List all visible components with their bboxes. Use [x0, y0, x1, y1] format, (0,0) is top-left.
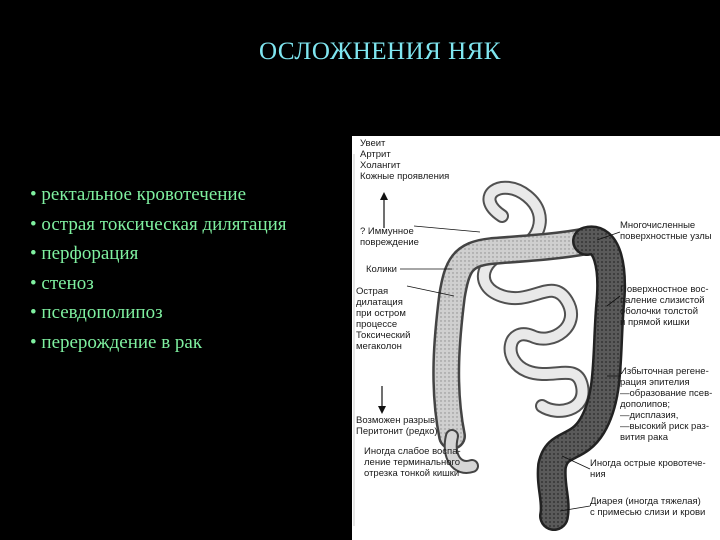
- slide-title: ОСЛОЖНЕНИЯ НЯК: [259, 38, 501, 65]
- label-immune: ? Иммунное повреждение: [360, 226, 419, 248]
- colon-illustration: [352, 136, 720, 540]
- label-regeneration: Избыточная регене- рация эпителия —образование псев- дополипов; —дисплазия, —высокий риск раз- вития рака: [620, 366, 713, 443]
- label-inflammation: Поверхностное вос- паление слизистой оболочки толстой и прямой кишки: [620, 284, 709, 328]
- list-item: • перерождение в рак: [30, 331, 203, 353]
- list-item: • стеноз: [30, 272, 94, 294]
- label-bleeding: Иногда острые кровотече- ния: [590, 458, 706, 480]
- label-ileitis: Иногда слабое воспа- ление терминального отрезка тонкой кишки: [364, 446, 461, 479]
- label-perforation: Возможен разрыв Перитонит (редко): [356, 415, 438, 437]
- complications-list: [30, 180, 287, 357]
- label-toxic-dilation: Острая дилатация при остром процессе Токсический мегаколон: [356, 286, 411, 352]
- label-polyps: Многочисленные поверхностные узлы: [620, 220, 712, 242]
- down-arrow-icon: [378, 406, 386, 414]
- up-arrow-icon: [380, 192, 388, 200]
- list-item: • псевдополипоз: [30, 302, 163, 323]
- list-item: • острая токсическая дилятация: [30, 213, 287, 235]
- label-colitis: Колики: [366, 264, 397, 275]
- list-item: • ректальное кровотечение: [30, 184, 247, 205]
- list-item: • перфорация: [30, 243, 139, 264]
- label-extraintestinal: Увеит Артрит Холангит Кожные проявления: [360, 138, 450, 182]
- label-diarrhea: Диарея (иногда тяжелая) с примесью слизи и крови: [590, 496, 706, 518]
